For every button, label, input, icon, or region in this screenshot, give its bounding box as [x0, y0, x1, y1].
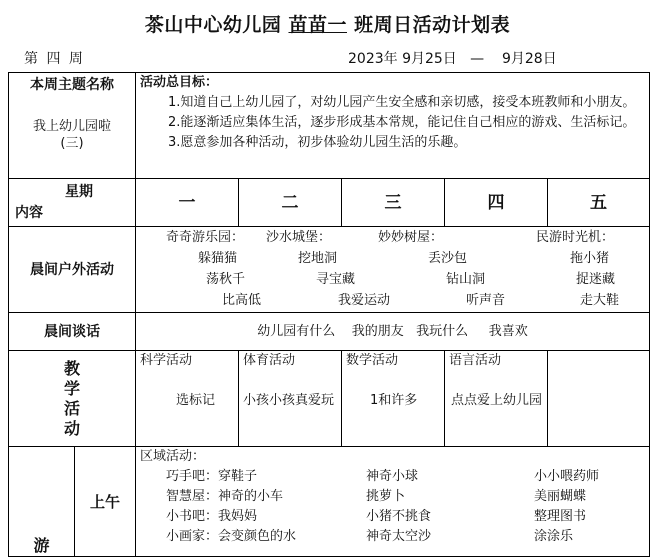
area-activity: 神奇小球	[366, 469, 419, 484]
activity-category: 语言活动	[449, 353, 502, 368]
theme-row	[9, 73, 650, 179]
outdoor-cell	[136, 227, 650, 313]
goals-label: 活动总目标：	[140, 75, 219, 90]
week-line	[0, 48, 655, 68]
weekday-label: 星期	[65, 184, 93, 200]
teaching-row	[9, 351, 650, 447]
activity-category: 数学活动	[346, 353, 399, 368]
page-title	[0, 10, 655, 37]
area-activity: 整理图书	[534, 509, 587, 524]
teaching-item	[239, 351, 342, 447]
goal-item: 1.知道自己上幼儿园了，对幼儿园产生安全感和亲切感，接受本班教师和小朋友。	[168, 95, 636, 110]
outdoor-game: 比高低	[222, 293, 262, 308]
day-4: 四	[445, 179, 548, 227]
area-activity: 涂涂乐	[534, 529, 574, 544]
day-3: 三	[342, 179, 445, 227]
area-activity: 美丽蝴蝶	[534, 489, 587, 504]
area-activity: 小猪不挑食	[366, 509, 432, 524]
day-header-corner	[9, 179, 136, 227]
date-range	[348, 48, 557, 68]
outdoor-game: 走大鞋	[580, 293, 620, 308]
area-label: 区域活动：	[140, 449, 206, 464]
day-5: 五	[548, 179, 650, 227]
area-activity: 巧手吧：穿鞋子	[166, 469, 258, 484]
outdoor-game: 捉迷藏	[576, 272, 616, 287]
outdoor-game: 丢沙包	[428, 251, 468, 266]
game-period: 上午	[75, 447, 136, 557]
activity-category: 科学活动	[140, 353, 193, 368]
title-suffix: 班周日活动计划表	[347, 14, 511, 36]
game-row	[9, 447, 650, 557]
outdoor-game: 听声音	[466, 293, 506, 308]
activity-content: 选标记	[176, 393, 216, 408]
content-label: 内容	[15, 205, 43, 221]
outdoor-game: 躲猫猫	[198, 251, 238, 266]
outdoor-zone: 妙妙树屋：	[378, 230, 444, 245]
area-activity: 小小喂药师	[534, 469, 600, 484]
outdoor-game: 钻山洞	[446, 272, 486, 287]
talk-label: 晨间谈话	[9, 313, 136, 351]
outdoor-zone: 沙水城堡：	[266, 230, 332, 245]
outdoor-game: 挖地洞	[298, 251, 338, 266]
outdoor-zone: 奇奇游乐园：	[166, 230, 245, 245]
theme-sub: (三)	[60, 136, 84, 151]
teaching-label-char: 教	[63, 358, 80, 378]
goal-item: 2.能逐渐适应集体生活，逐步形成基本常规，能记住自己相应的游戏、生活标记。	[168, 115, 636, 130]
date-start: 2023年 9月25日	[348, 51, 457, 67]
teaching-item	[136, 351, 239, 447]
activity-content: 点点爱上幼儿园	[451, 393, 543, 408]
plan-table	[8, 72, 650, 557]
activity-category: 体育活动	[243, 353, 296, 368]
talk-row	[9, 313, 650, 351]
week-label: 第 四 周	[24, 51, 85, 67]
date-separator: —	[470, 51, 485, 67]
teaching-label-char: 动	[63, 418, 80, 438]
class-name: 苗苗一	[288, 14, 347, 36]
teaching-label-char: 学	[63, 378, 80, 398]
theme-name: 我上幼儿园啦	[32, 119, 111, 134]
outdoor-game: 拖小猪	[570, 251, 610, 266]
area-activity: 智慧屋：神奇的小车	[166, 489, 284, 504]
area-activity: 小书吧：我妈妈	[166, 509, 258, 524]
outdoor-game: 寻宝藏	[316, 272, 356, 287]
teaching-item	[445, 351, 548, 447]
area-activity: 小画家：会变颜色的水	[166, 529, 297, 544]
teaching-item	[342, 351, 445, 447]
date-end: 9月28日	[501, 51, 557, 67]
activity-content: 小孩小孩真爱玩	[243, 393, 335, 408]
teaching-empty	[548, 351, 650, 447]
teaching-label	[9, 351, 136, 447]
area-activity: 神奇太空沙	[366, 529, 432, 544]
outdoor-game: 我爱运动	[338, 293, 391, 308]
day-2: 二	[239, 179, 342, 227]
day-header-row	[9, 179, 650, 227]
outdoor-game: 荡秋千	[206, 272, 246, 287]
activity-content: 1和许多	[370, 393, 418, 408]
theme-cell	[9, 73, 136, 179]
title-prefix: 茶山中心幼儿园	[144, 14, 289, 36]
outdoor-label: 晨间户外活动	[9, 227, 136, 313]
teaching-label-char: 活	[63, 398, 80, 418]
talk-content: 幼儿园有什么 我的朋友 我玩什么 我喜欢	[136, 313, 650, 351]
goal-item: 3.愿意参加各种活动，初步体验幼儿园生活的乐趣。	[168, 135, 467, 150]
outdoor-row	[9, 227, 650, 313]
goals-cell	[136, 73, 650, 179]
area-activity: 挑萝卜	[366, 489, 406, 504]
day-1: 一	[136, 179, 239, 227]
outdoor-zone: 民游时光机：	[536, 230, 615, 245]
area-cell	[136, 447, 650, 557]
theme-label: 本周主题名称	[30, 77, 114, 93]
game-label: 游	[9, 447, 75, 557]
